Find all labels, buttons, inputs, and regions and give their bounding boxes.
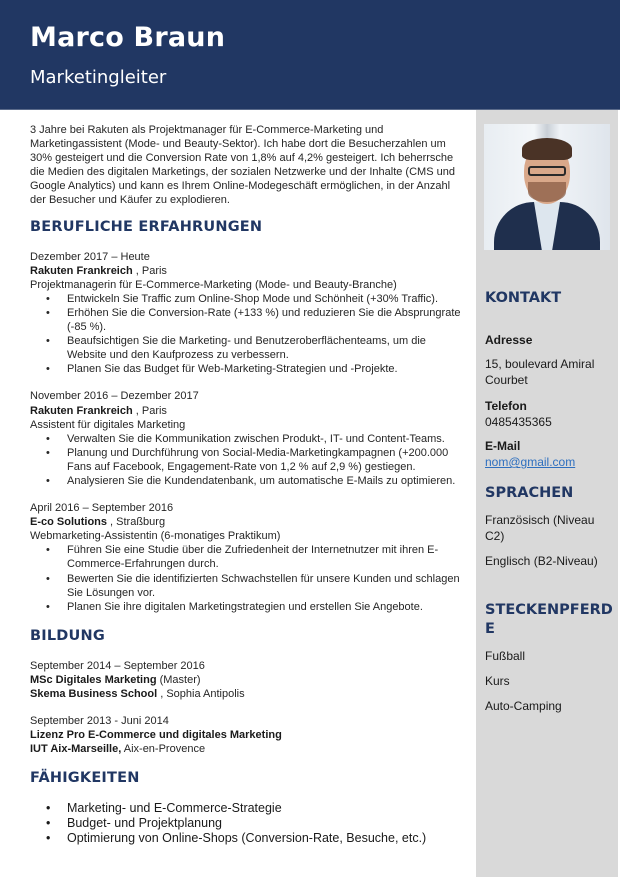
job-role: Assistent für digitales Marketing (30, 418, 186, 431)
degree-name: Lizenz Pro E-Commerce und digitales Marketing (30, 729, 282, 742)
bullet-item: • Planen Sie ihre digitalen Marketingstrategien und erstellen Sie Angebote. (30, 600, 466, 614)
address-value: 15, boulevard Amiral Courbet (485, 357, 595, 387)
bullet-item: • Führen Sie eine Studie über die Zufriedenheit der Internetnutzer mit ihren E-Commerce-Erfahrungen durch. (30, 543, 466, 571)
bullet-item: • Verwalten Sie die Kommunikation zwischen Produkt-, IT- und Content-Teams. (30, 432, 466, 446)
job-bullets (30, 292, 466, 377)
job-employer (30, 264, 466, 278)
job-employer (30, 404, 466, 418)
education-dates: September 2014 – September 2016 (30, 659, 205, 672)
phone-value: 0485435365 (485, 415, 552, 429)
contact-heading: KONTAKT (485, 290, 562, 306)
job-entry (30, 389, 466, 488)
education-heading: BILDUNG (30, 627, 105, 644)
education-school-line (30, 742, 466, 756)
education-dates: September 2013 - Juni 2014 (30, 715, 169, 728)
sidebar (476, 110, 618, 877)
education-entry (30, 659, 466, 701)
email-link[interactable]: nom@gmail.com (485, 455, 576, 469)
skill-item: • Optimierung von Online-Shops (Conversion-Rate, Besuche, etc.) (30, 831, 466, 846)
bullet-item: • Beaufsichtigen Sie die Marketing- und Benutzeroberflächenteams, um die Website und den Kaufprozess zu verbessern. (30, 334, 466, 362)
hobby-item: Auto-Camping (485, 699, 562, 713)
bullet-item: • Planen Sie das Budget für Web-Marketing-Strategien und -Projekte. (30, 362, 466, 376)
sidebar-content (476, 289, 618, 714)
profile-photo (484, 124, 610, 250)
company-name: Rakuten Frankreich (30, 264, 133, 277)
job-location: , Paris (132, 404, 167, 417)
skill-item: • Marketing- und E-Commerce-Strategie (30, 801, 466, 816)
job-bullets (30, 432, 466, 488)
job-location: , Straßburg (107, 516, 166, 529)
job-role: Webmarketing-Assistentin (6-monatiges Praktikum) (30, 530, 281, 543)
language-item: Englisch (B2-Niveau) (485, 554, 598, 568)
header-banner (0, 0, 620, 110)
bullet-item: • Analysieren Sie die Kundendatenbank, um automatische E-Mails zu optimieren. (30, 474, 466, 488)
job-entry (30, 250, 466, 377)
job-entry (30, 501, 466, 614)
photo-beard (528, 182, 566, 202)
profile-summary: 3 Jahre bei Rakuten als Projektmanager für E-Commerce-Marketing und Marketingassistent (Mode- und Beauty-Sektor). Ich habe dort die Besucherzahlen um 30% gesteigert und die Conversion Rate von 1,8% auf 4,2% gesteigert. Ich beherrsche die Medien des digitalen Marketings, der sozialen Netzwerke und der Inhalte (CMS und Google Analytics) und kann es Ihrem Online-Modegeschäft ermöglichen, in der Anzahl der Besucher und Käufer zu explodieren. (30, 124, 455, 207)
school-location: , Sophia Antipolis (157, 688, 245, 700)
school-name: IUT Aix-Marseille, (30, 743, 122, 756)
job-dates: Dezember 2017 – Heute (30, 250, 150, 263)
degree-note: (Master) (156, 673, 201, 686)
address-label: Adresse (485, 333, 533, 347)
skills-list (30, 801, 466, 845)
education-entry (30, 714, 466, 756)
candidate-name: Marco Braun (30, 22, 226, 53)
bullet-item: • Erhöhen Sie die Conversion-Rate (+133 %) und reduzieren Sie die Absprungrate (-85 %). (30, 306, 466, 334)
skills-heading: FÄHIGKEITEN (30, 770, 140, 787)
job-dates: November 2016 – Dezember 2017 (30, 390, 199, 403)
hobbies-heading: STECKENPFERDE (485, 602, 613, 637)
company-name: Rakuten Frankreich (30, 404, 133, 417)
hobby-item: Fußball (485, 649, 526, 663)
photo-hair (522, 138, 572, 160)
job-location: , Paris (132, 264, 167, 277)
skill-item: • Budget- und Projektplanung (30, 816, 466, 831)
bullet-item: • Planung und Durchführung von Social-Media-Marketingkampagnen (+200.000 Fans auf Facebook, Engagement-Rate von 1,2 % auf 2,9 %) gestiegen. (30, 446, 466, 474)
experience-heading: BERUFLICHE ERFAHRUNGEN (30, 218, 263, 235)
job-role: Projektmanagerin für E-Commerce-Marketing (Mode- und Beauty-Branche) (30, 278, 397, 291)
education-school-line (30, 687, 466, 701)
school-name: Skema Business School (30, 688, 158, 700)
languages-heading: SPRACHEN (485, 485, 574, 501)
hobby-item: Kurs (485, 674, 510, 688)
language-item: Französisch (Niveau C2) (485, 513, 595, 543)
school-location: Aix-en-Provence (121, 743, 206, 756)
bullet-item: • Bewerten Sie die identifizierten Schwachstellen für unsere Kunden und schlagen Sie Lösungen vor. (30, 572, 466, 600)
education-degree-line (30, 728, 466, 742)
photo-glasses (528, 166, 566, 176)
education-degree-line (30, 673, 466, 687)
company-name: E-co Solutions (30, 516, 107, 529)
email-label: E-Mail (485, 439, 521, 453)
job-dates: April 2016 – September 2016 (30, 502, 174, 515)
degree-name: MSc Digitales Marketing (30, 673, 157, 686)
job-employer (30, 515, 466, 529)
main-column (30, 123, 466, 845)
bullet-item: • Entwickeln Sie Traffic zum Online-Shop Mode und Schönheit (+30% Traffic). (30, 292, 466, 306)
job-title: Marketingleiter (30, 67, 167, 88)
phone-label: Telefon (485, 399, 527, 413)
job-bullets (30, 543, 466, 613)
